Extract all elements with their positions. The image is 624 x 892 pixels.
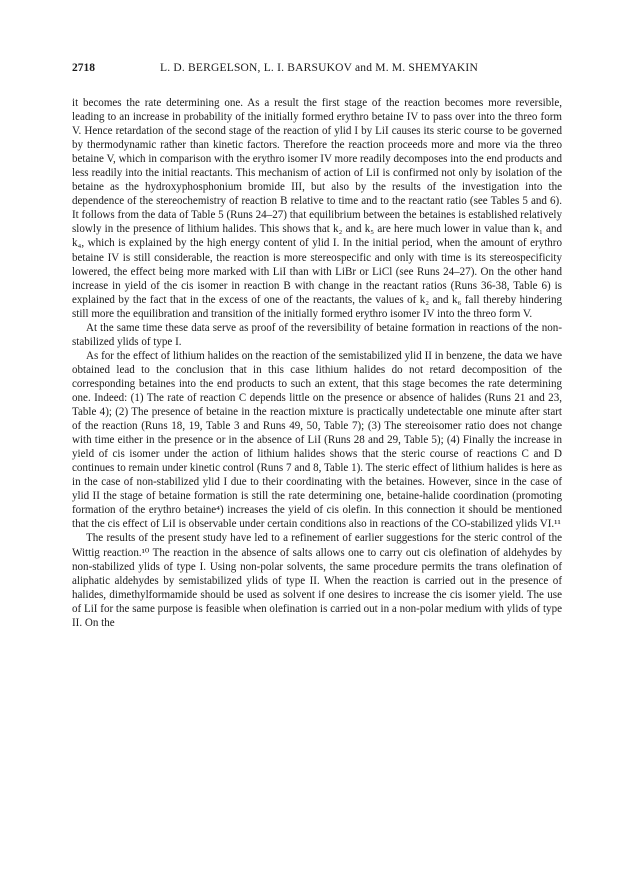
article-body	[72, 96, 562, 630]
page-number: 2718	[72, 62, 95, 74]
journal-page	[72, 62, 562, 630]
page-header	[72, 62, 562, 84]
paragraph-1: it becomes the rate determining one. As a result the first stage of the reaction becomes more reversible, leading to an increase in probability of the initially formed erythro betaine IV to pass over into the threo form V. Hence retardation of the second stage of the reaction of ylid I by LiI causes its steric course to be governed by thermodynamic rather than kinetic factors. Therefore the reaction proceeds more and more via the threo betaine V, which in comparison with the erythro isomer IV more readily decomposes into the end products and less readily into the initial reactants. This mechanism of action of LiI is confirmed not only by isolation of the betaine as the hydroxyphosphonium bromide III, but also by the results of the investigation into the dependence of the stereochemistry of reaction B relative to time and to the reactant ratio (see Tables 5 and 6). It follows from the data of Table 5 (Runs 24–27) that equilibrium between the betaines is established relatively slowly in the presence of lithium halides. This shows that k₂ and k₅ are here much lower in value than k₁ and k₄, which is explained by the high energy content of ylid I. In the initial period, when the amount of erythro betaine IV is still considerable, the reaction is more stereospecific and only with time is its stereospecificity lowered, the effect being more marked with LiI than with LiBr or LiCl (see Runs 24–27). On the other hand increase in yield of the cis isomer in reaction B with change in the reactant ratios (Runs 36-38, Table 6) is explained by the fact that in the excess of one of the reactants, the values of k₂ and k₆ fall thereby hindering still more the equilibration and transition of the initially formed erythro isomer IV into the threo form V.	[72, 97, 562, 320]
paragraph-4: The results of the present study have led to a refinement of earlier suggestions for the steric control of the Wittig reaction.¹⁰ The reaction in the absence of salts allows one to carry out cis olefination of aldehydes by non-stabilized ylids of type I. Using non-polar solvents, the same procedure permits the trans olefination of aliphatic aldehydes by semistabilized ylids of type II. When the reaction is carried out in the presence of halides, dimethylformamide should be used as solvent if one desires to increase the cis isomer yield. The use of LiI for the same purpose is feasible when olefination is carried out in a non-polar medium with ylids of type II. On the	[72, 532, 562, 629]
running-head-authors: L. D. BERGELSON, L. I. BARSUKOV and M. M. SHEMYAKIN	[160, 62, 478, 74]
paragraph-3: As for the effect of lithium halides on the reaction of the semistabilized ylid II in benzene, the data we have obtained lead to the conclusion that in this case lithium halides do not retard decomposition of the corresponding betaines into the end products to such an extent, that this stage becomes the rate determining one. Indeed: (1) The rate of reaction C depends little on the presence or absence of halides (Runs 21 and 23, Table 4); (2) The presence of betaine in the reaction mixture is practically undetectable one minute after start of the reaction (Runs 18, 19, Table 3 and Runs 49, 50, Table 7); (3) The stereoisomer ratio does not change with time either in the presence or in the absence of LiI (Runs 28 and 29, Table 5); (4) Finally the increase in yield of cis isomer under the action of lithium halides shows that the steric course of reactions C and D continues to remain under kinetic control (Runs 7 and 8, Table 1). The steric effect of lithium halides is here as in the case of non-stabilized ylid I due to their coordinating with the betaines. However, since in the case of ylid II the stage of betaine formation is still the rate determining one, betaine-halide coordination (promoting formation of the erythro betaine⁴) increases the yield of cis olefin. In this connection it should be mentioned that the cis effect of LiI is observable under certain conditions also in reactions of the CO-stabilized ylids VI.¹¹	[72, 349, 562, 531]
paragraph-2: At the same time these data serve as proof of the reversibility of betaine formation in reactions of the non-stabilized ylids of type I.	[72, 321, 562, 348]
